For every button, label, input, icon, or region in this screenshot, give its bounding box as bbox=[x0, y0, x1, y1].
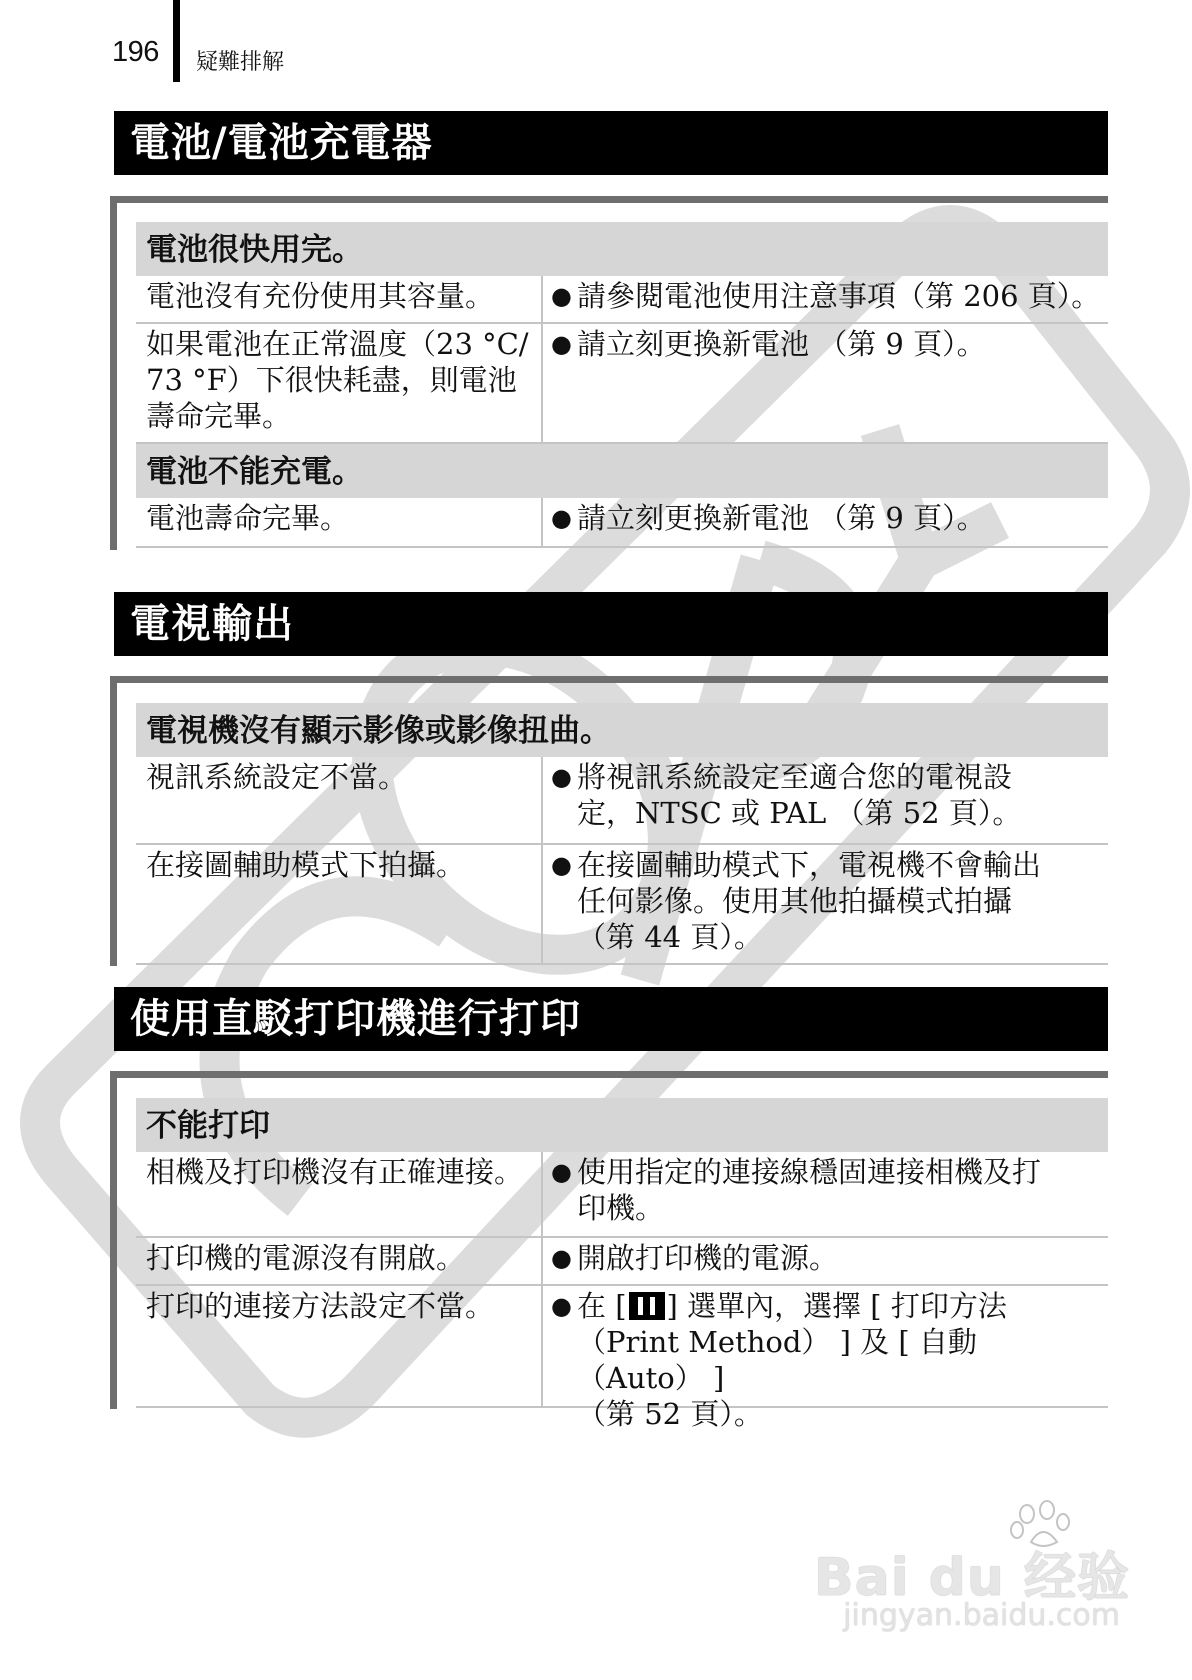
direct-print-table bbox=[136, 1098, 1108, 1431]
solution-cell: ● 請參閱電池使用注意事項（第 206 頁）。 bbox=[543, 276, 1108, 322]
bullet-icon: ● bbox=[551, 330, 572, 358]
bullet-icon: ● bbox=[551, 282, 572, 310]
section-title-direct-print: 使用直駁打印機進行打印 bbox=[114, 987, 1108, 1051]
solution-cell: ● 請立刻更換新電池 （第 9 頁）。 bbox=[543, 498, 1108, 546]
table-row bbox=[136, 1238, 1108, 1286]
table-row bbox=[136, 757, 1108, 845]
table-row bbox=[136, 1152, 1108, 1238]
solution-cell: ● 將視訊系統設定至適合您的電視設 定，NTSC 或 PAL （第 52 頁）。 bbox=[543, 757, 1108, 843]
table-row bbox=[136, 324, 1108, 444]
table-row bbox=[136, 276, 1108, 324]
table-row bbox=[136, 845, 1108, 965]
cause-cell: 打印機的電源沒有開啟。 bbox=[136, 1238, 543, 1284]
bullet-icon: ● bbox=[551, 1292, 572, 1320]
bullet-icon: ● bbox=[551, 1158, 572, 1186]
bullet-icon: ● bbox=[551, 504, 572, 532]
solution-cell: ● 請立刻更換新電池 （第 9 頁）。 bbox=[543, 324, 1108, 442]
cause-cell: 如果電池在正常溫度（23 °C/ 73 °F）下很快耗盡，則電池 壽命完畢。 bbox=[136, 324, 543, 442]
problem-heading: 電池很快用完。 bbox=[136, 222, 1108, 276]
solution-cell: ● 在 [ ] 選單內，選擇 [ 打印方法 （Print Method） ] 及 [ 自動 （Auto） ] （第 52 頁）。 bbox=[551, 1289, 1007, 1431]
settings-tool-icon bbox=[629, 1292, 665, 1320]
baidu-logo: Bai du 经验 bbox=[814, 1548, 1130, 1608]
problem-heading: 不能打印 bbox=[136, 1098, 1108, 1152]
table-row bbox=[136, 1286, 1108, 1431]
cause-cell: 在接圖輔助模式下拍攝。 bbox=[136, 845, 543, 963]
cause-cell: 電池沒有充份使用其容量。 bbox=[136, 276, 543, 322]
cause-cell: 視訊系統設定不當。 bbox=[136, 757, 543, 843]
chapter-title: 疑難排解 bbox=[196, 50, 285, 75]
solution-cell: ● 使用指定的連接線穩固連接相機及打 印機。 bbox=[543, 1152, 1108, 1236]
section-title-tv-output: 電視輸出 bbox=[114, 592, 1108, 656]
solution-cell: ● 開啟打印機的電源。 bbox=[543, 1238, 1108, 1284]
tv-output-table bbox=[136, 703, 1108, 965]
table-row bbox=[136, 498, 1108, 548]
section-title-battery: 電池/電池充電器 bbox=[114, 111, 1108, 175]
bullet-icon: ● bbox=[551, 851, 572, 879]
problem-heading: 電池不能充電。 bbox=[136, 444, 1108, 498]
battery-table bbox=[136, 222, 1108, 548]
cause-cell: 電池壽命完畢。 bbox=[136, 498, 543, 546]
bullet-icon: ● bbox=[551, 763, 572, 791]
bullet-icon: ● bbox=[551, 1244, 572, 1272]
cause-cell: 打印的連接方法設定不當。 bbox=[136, 1286, 543, 1406]
cause-cell: 相機及打印機沒有正確連接。 bbox=[136, 1152, 543, 1236]
problem-heading: 電視機沒有顯示影像或影像扭曲。 bbox=[136, 703, 1108, 757]
baidu-url: jingyan.baidu.com bbox=[843, 1598, 1120, 1633]
solution-cell: ● 在接圖輔助模式下，電視機不會輸出 任何影像。使用其他拍攝模式拍攝 （第 44 頁）。 bbox=[543, 845, 1108, 963]
header-divider bbox=[173, 0, 180, 82]
page-number: 196 bbox=[112, 36, 159, 68]
